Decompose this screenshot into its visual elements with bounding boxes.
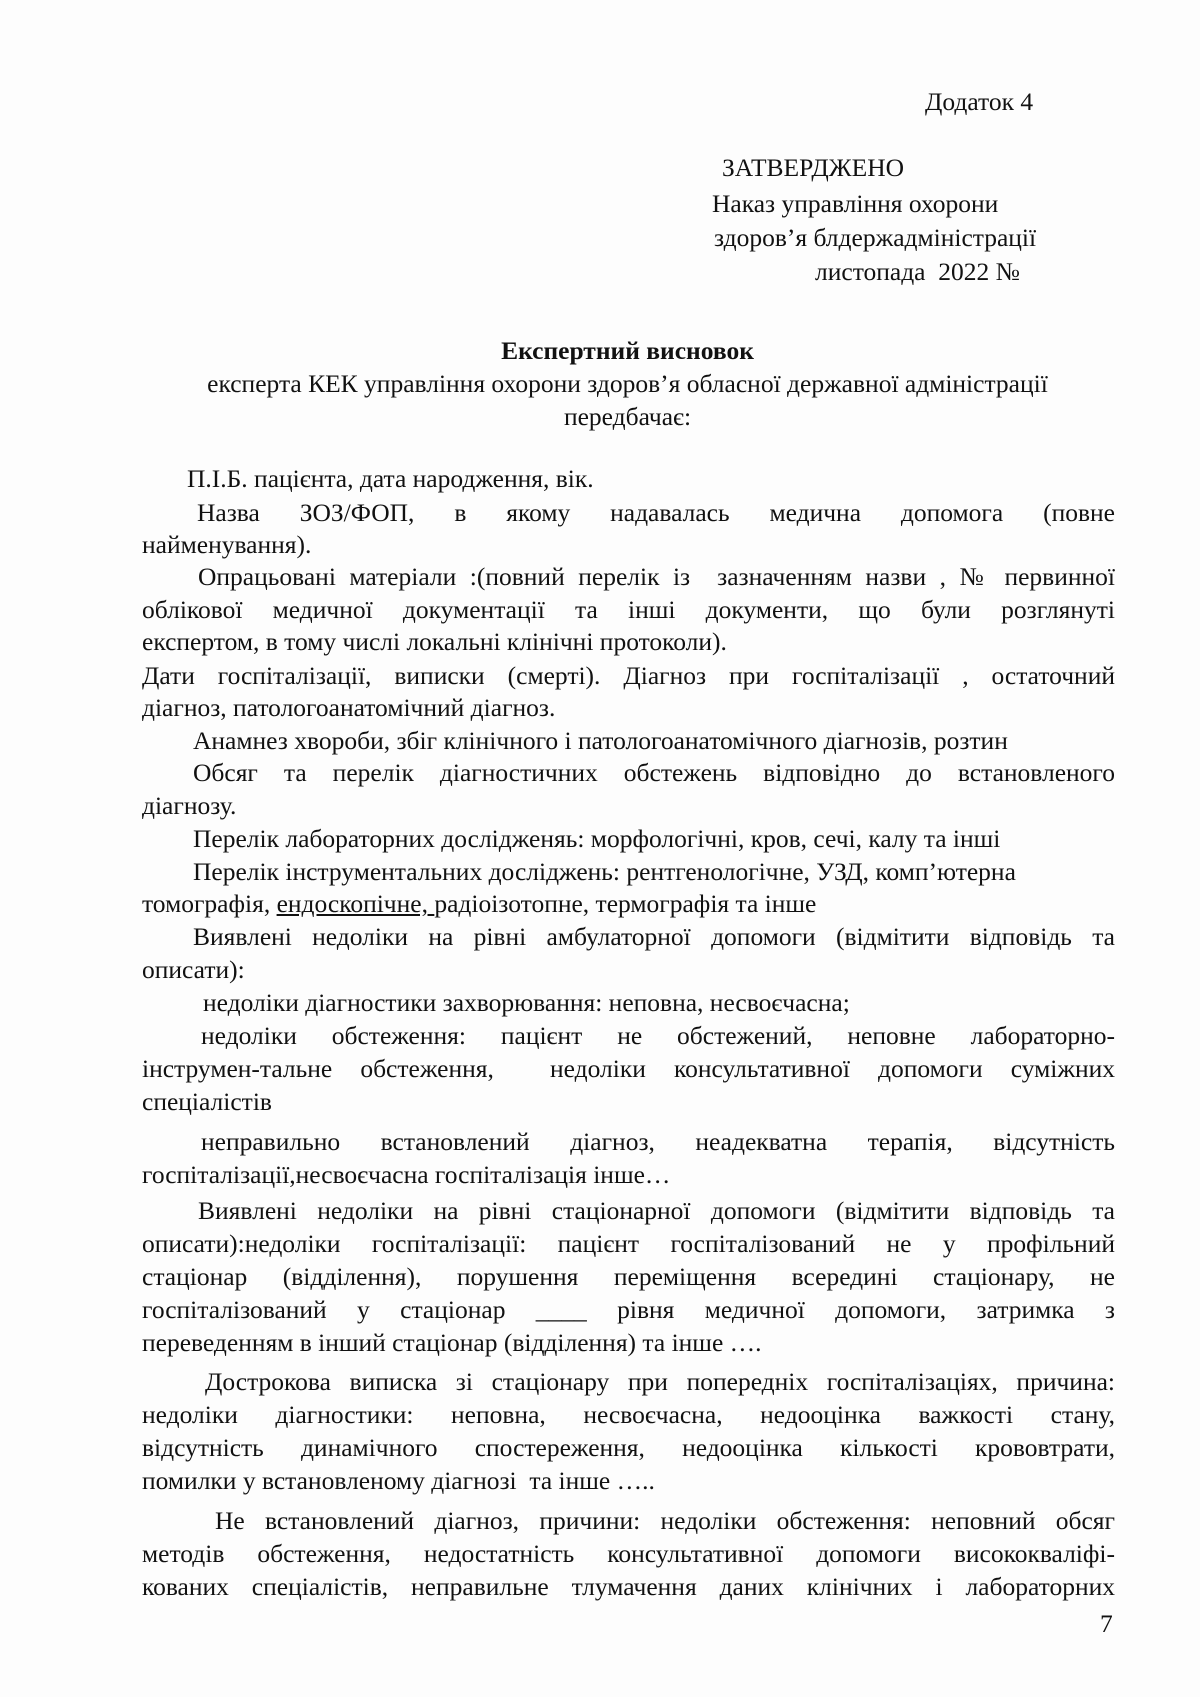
- order-line-3: листопада 2022 №: [815, 257, 1020, 286]
- body-line: переведенням в інший стаціонар (відділення) та інше ….: [142, 1328, 762, 1357]
- body-line: П.І.Б. пацієнта, дата народження, вік.: [187, 464, 594, 493]
- body-line: помилки у встановленому діагнозі та інше …..: [142, 1466, 655, 1495]
- body-line: неправильно встановлений діагноз, неадекватна терапія, відсутність: [201, 1127, 1115, 1156]
- body-line: методів обстеження, недостатність консультативної допомоги висококваліфі-: [142, 1539, 1115, 1568]
- body-line: Дострокова виписка зі стаціонару при попередніх госпіталізаціях, причина:: [205, 1367, 1115, 1396]
- body-line: кованих спеціалістів, неправильне тлумачення даних клінічних і лабораторних: [142, 1572, 1115, 1601]
- body-line: Обсяг та перелік діагностичних обстежень відповідно до встановленого: [193, 758, 1115, 787]
- body-text: радіоізотопне, термографія та інше: [434, 889, 817, 918]
- body-line: діагнозу.: [142, 791, 237, 820]
- body-line: Анамнез хвороби, збіг клінічного і патологоанатомічного діагнозів, розтин: [193, 726, 1008, 755]
- body-line: інструмен-тальне обстеження, недоліки консультативної допомоги суміжних: [142, 1054, 1115, 1083]
- body-line: спеціалістів: [142, 1087, 272, 1116]
- body-line: недоліки діагностики захворювання: неповна, несвоєчасна;: [203, 988, 850, 1017]
- document-subtitle-2: передбачає:: [563, 402, 692, 431]
- body-line: діагноз, патологоанатомічний діагноз.: [142, 693, 556, 722]
- body-line: Перелік інструментальних досліджень: рентгенологічне, УЗД, комп’ютерна: [193, 857, 1016, 886]
- body-line: госпіталізації,несвоєчасна госпіталізація інше…: [142, 1160, 671, 1189]
- body-line: відсутність динамічного спостереження, недооцінка кількості крововтрати,: [142, 1433, 1115, 1462]
- page-number: 7: [1100, 1609, 1113, 1638]
- body-line: госпіталізований у стаціонар ____ рівня медичної допомоги, затримка з: [142, 1295, 1115, 1324]
- order-line-2: здоров’я блдержадміністрації: [714, 223, 1037, 252]
- body-line: Опрацьовані матеріали :(повний перелік із зазначенням назви , № первинної: [198, 562, 1115, 591]
- body-line: Виявлені недоліки на рівні стаціонарної допомоги (відмітити відповідь та: [198, 1196, 1115, 1225]
- body-line: Виявлені недоліки на рівні амбулаторної допомоги (відмітити відповідь та: [193, 922, 1115, 951]
- body-text: томографія,: [142, 889, 277, 918]
- appendix-label: Додаток 4: [925, 87, 1034, 116]
- document-subtitle: експерта КЕК управління охорони здоров’я обласної державної адміністрації: [207, 369, 1048, 398]
- body-line: Не встановлений діагноз, причини: недоліки обстеження: неповний обсяг: [215, 1506, 1115, 1535]
- document-title: Експертний висновок: [501, 336, 754, 365]
- order-line-1: Наказ управління охорони: [712, 189, 999, 218]
- body-line: описати):: [142, 955, 245, 984]
- body-line: недоліки діагностики: неповна, несвоєчасна, недооцінка важкості стану,: [142, 1400, 1115, 1429]
- approved-label: ЗАТВЕРДЖЕНО: [722, 153, 905, 182]
- body-line: облікової медичної документації та інші документи, що були розглянуті: [142, 595, 1115, 624]
- body-line: Назва ЗОЗ/ФОП, в якому надавалась медична допомога (повне: [197, 498, 1115, 527]
- body-line: стаціонар (відділення), порушення переміщення всередині стаціонару, не: [142, 1262, 1115, 1291]
- underlined-text: ендоскопічне,: [276, 889, 435, 918]
- body-line: недоліки обстеження: пацієнт не обстежений, неповне лабораторно-: [201, 1021, 1115, 1050]
- body-line: описати):недоліки госпіталізації: пацієнт госпіталізований не у профільний: [142, 1229, 1115, 1258]
- body-line-mixed: [142, 888, 816, 920]
- body-line: Дати госпіталізації, виписки (смерті). Діагноз при госпіталізації , остаточний: [142, 661, 1115, 690]
- body-line: експертом, в тому числі локальні клінічні протоколи).: [142, 627, 727, 656]
- body-line: Перелік лабораторних дослідженяь: морфологічні, кров, сечі, калу та інші: [193, 824, 1001, 853]
- body-line: найменування).: [142, 530, 312, 559]
